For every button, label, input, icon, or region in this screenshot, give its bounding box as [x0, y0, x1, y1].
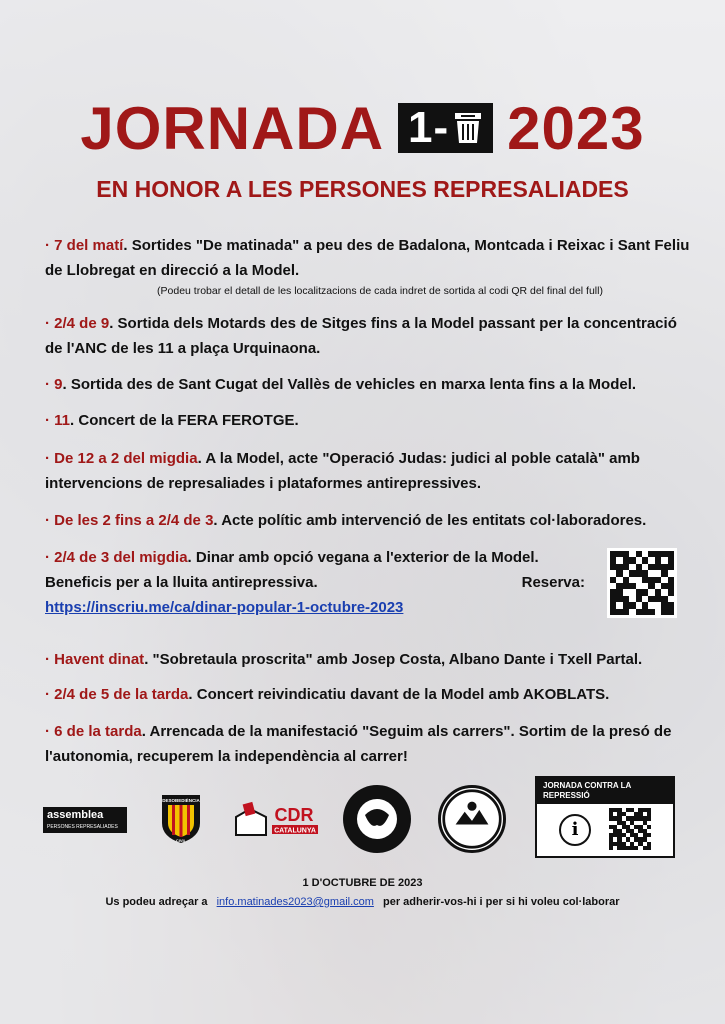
schedule-text: . Sortida des de Sant Cugat del Vallès de vehicles en marxa lenta fins a la Model. — [62, 376, 637, 393]
event-date: 1 D'OCTUBRE DE 2023 — [302, 877, 423, 889]
schedule-time: · 11 — [45, 412, 71, 429]
schedule-text: . A la Model, acte "Operació Judas: judici al poble català" amb intervencions de represaliades i plataformes antirepressives. — [45, 450, 640, 492]
schedule-time: · 2/4 de 9 — [45, 315, 110, 332]
schedule-item — [45, 233, 695, 299]
schedule-item — [45, 311, 695, 361]
schedule-time: · 7 del matí — [45, 237, 124, 254]
schedule-time: · 9 — [45, 376, 63, 393]
contact-prefix: Us podeu adreçar a — [105, 896, 208, 908]
schedule-text: . Dinar amb opció vegana a l'exterior de la Model. Beneficis per a la lluita antirepressiva. — [45, 549, 539, 591]
shield-logo-subtext: CIVIL — [175, 838, 187, 843]
assemblea-logo — [43, 807, 127, 833]
cdr-catalunya-logo — [232, 795, 322, 841]
schedule-item — [45, 682, 695, 707]
cdr-logo-text: CDR — [274, 805, 314, 825]
schedule-text: . Sortida dels Motards des de Sitges fins a la Model passant per la concentració de l'ANC de les 11 a plaça Urquinaona. — [45, 315, 677, 357]
plataforma-antirepressiva-logo — [438, 785, 506, 853]
schedule-text: . Sortides "De matinada" a peu des de Badalona, Montcada i Reixac i Sant Feliu de Llobregat en direcció a la Model. — [45, 237, 690, 279]
plataforma-antirepressiva-barcelona-logo — [343, 785, 411, 853]
schedule-text: . Acte polític amb intervenció de les entitats col·laboradores. — [213, 512, 647, 529]
assemblea-logo-text: assemblea — [47, 809, 104, 821]
reservation-qr-code[interactable] — [607, 548, 677, 618]
assemblea-logo-subtext: PERSONES REPRESALIADES — [47, 824, 118, 830]
schedule-text: . Concert reivindicatiu davant de la Model amb AKOBLATS. — [188, 686, 610, 703]
schedule-item — [45, 372, 695, 397]
desobediencia-civil-shield-icon — [160, 793, 202, 845]
schedule-text: . Arrencada de la manifestació "Seguim als carrers". Sortim de la presó de l'autonomia, recuperem la independència al carrer! — [45, 723, 672, 765]
schedule-time: · 2/4 de 3 del migdia — [45, 549, 188, 566]
page-title — [0, 88, 725, 168]
schedule-text: . "Sobretaula proscrita" amb Josep Costa, Albano Dante i Txell Partal. — [144, 651, 643, 668]
schedule-text: . Concert de la FERA FEROTGE. — [70, 412, 299, 429]
schedule-item — [45, 545, 585, 620]
schedule-time: · De 12 a 2 del migdia — [45, 450, 198, 467]
schedule-time: · 2/4 de 5 de la tarda — [45, 686, 189, 703]
schedule-item — [45, 719, 695, 769]
title-box-label: 1- — [408, 103, 450, 152]
title-box — [398, 103, 493, 153]
title-left: JORNADA — [80, 94, 385, 162]
schedule-item — [45, 446, 695, 496]
schedule-item — [45, 408, 695, 433]
cdr-logo-subtext: CATALUNYA — [274, 827, 316, 835]
reserva-label: Reserva: — [521, 574, 585, 591]
contact-line — [0, 896, 725, 908]
contact-suffix: per adherir-vos-hi i per si hi voleu col·laborar — [382, 896, 620, 908]
jornada-box-title: JORNADA CONTRA LA REPRESSIÓ — [537, 778, 673, 804]
schedule-time: · De les 2 fins a 2/4 de 3 — [45, 512, 214, 529]
partner-logos — [0, 775, 725, 865]
info-icon: i — [559, 814, 591, 846]
contact-email-link[interactable]: info.matinades2023@gmail.com — [216, 896, 374, 908]
schedule-time: · Havent dinat — [45, 651, 145, 668]
subtitle: EN HONOR A LES PERSONES REPRESALIADES — [96, 176, 629, 202]
lunch-signup-link[interactable]: https://inscriu.me/ca/dinar-popular-1-octubre-2023 — [45, 599, 404, 616]
ballot-box-icon — [453, 111, 483, 145]
schedule-item — [45, 647, 695, 672]
schedule-item — [45, 508, 695, 533]
locations-qr-code[interactable] — [607, 806, 653, 852]
title-right: 2023 — [507, 94, 645, 162]
jornada-contra-repressio-box — [535, 776, 675, 858]
schedule-time: · 6 de la tarda — [45, 723, 142, 740]
schedule-note: (Podeu trobar el detall de les localitzacions de cada indret de sortida al codi QR del final del full) — [157, 285, 603, 297]
shield-logo-text: DESOBEDIÈNCIA — [162, 798, 200, 803]
